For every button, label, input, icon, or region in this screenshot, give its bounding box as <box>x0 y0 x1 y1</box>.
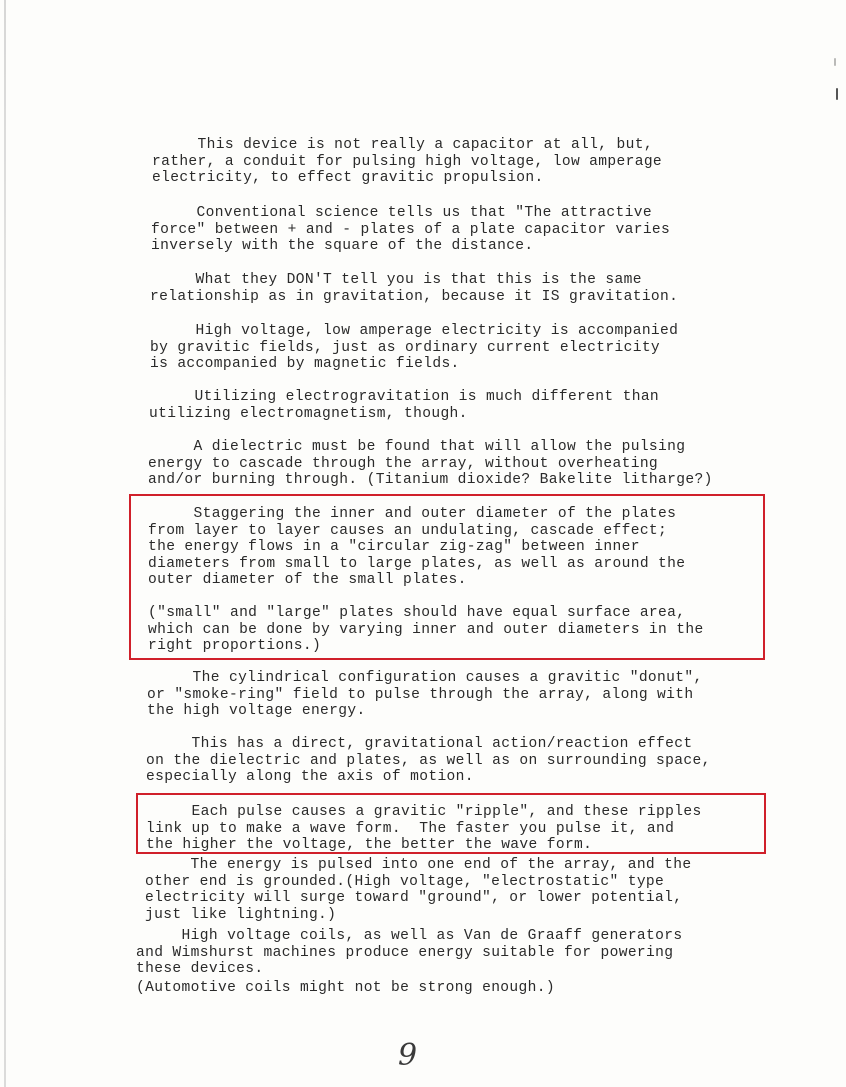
paragraph-14: (Automotive coils might not be strong enough.) <box>136 980 555 996</box>
paragraph-12: The energy is pulsed into one end of the array, and the other end is grounded.(High voltage, "electrostatic" type electricity will surge toward "ground", or lower potential, just like lightning.) <box>145 857 692 923</box>
page-number: 9 <box>398 1038 418 1073</box>
paragraph-1: This device is not really a capacitor at all, but, rather, a conduit for pulsing high voltage, low amperage electricity, to effect gravitic propulsion. <box>152 137 663 187</box>
paragraph-4: High voltage, low amperage electricity is accompanied by gravitic fields, just as ordinary current electricity is accompanied by magnetic fields. <box>150 323 679 373</box>
paragraph-2: Conventional science tells us that "The attractive force" between + and - plates of a plate capacitor varies inversely with the square of the distance. <box>151 205 671 255</box>
margin-speck <box>836 88 838 100</box>
margin-speck <box>834 58 836 66</box>
paragraph-9: The cylindrical configuration causes a gravitic "donut", or "smoke-ring" field to pulse through the array, along with the high voltage energy. <box>147 670 703 720</box>
paragraph-3: What they DON'T tell you is that this is the same relationship as in gravitation, because it IS gravitation. <box>150 272 679 305</box>
page-edge-shadow <box>4 0 6 1087</box>
paragraph-8: ("small" and "large" plates should have equal surface area, which can be done by varying inner and outer diameters in the right proportions.) <box>148 605 704 655</box>
paragraph-5: Utilizing electrogravitation is much different than utilizing electromagnetism, though. <box>149 389 660 422</box>
paragraph-10: This has a direct, gravitational action/reaction effect on the dielectric and plates, as well as on surrounding space, especially along the axis of motion. <box>146 736 711 786</box>
paragraph-7: Staggering the inner and outer diameter of the plates from layer to layer causes an undulating, cascade effect; the energy flows in a "circular zig-zag" between inner diameters from small to large plates, as well as around the outer diameter of the small plates. <box>148 506 686 589</box>
paragraph-13: High voltage coils, as well as Van de Graaff generators and Wimshurst machines produce energy suitable for powering these devices. <box>136 928 683 978</box>
paragraph-11: Each pulse causes a gravitic "ripple", and these ripples link up to make a wave form. The faster you pulse it, and the higher the voltage, the better the wave form. <box>146 804 702 854</box>
paragraph-6: A dielectric must be found that will allow the pulsing energy to cascade through the array, without overheating and/or burning through. (Titanium dioxide? Bakelite litharge?) <box>148 439 713 489</box>
